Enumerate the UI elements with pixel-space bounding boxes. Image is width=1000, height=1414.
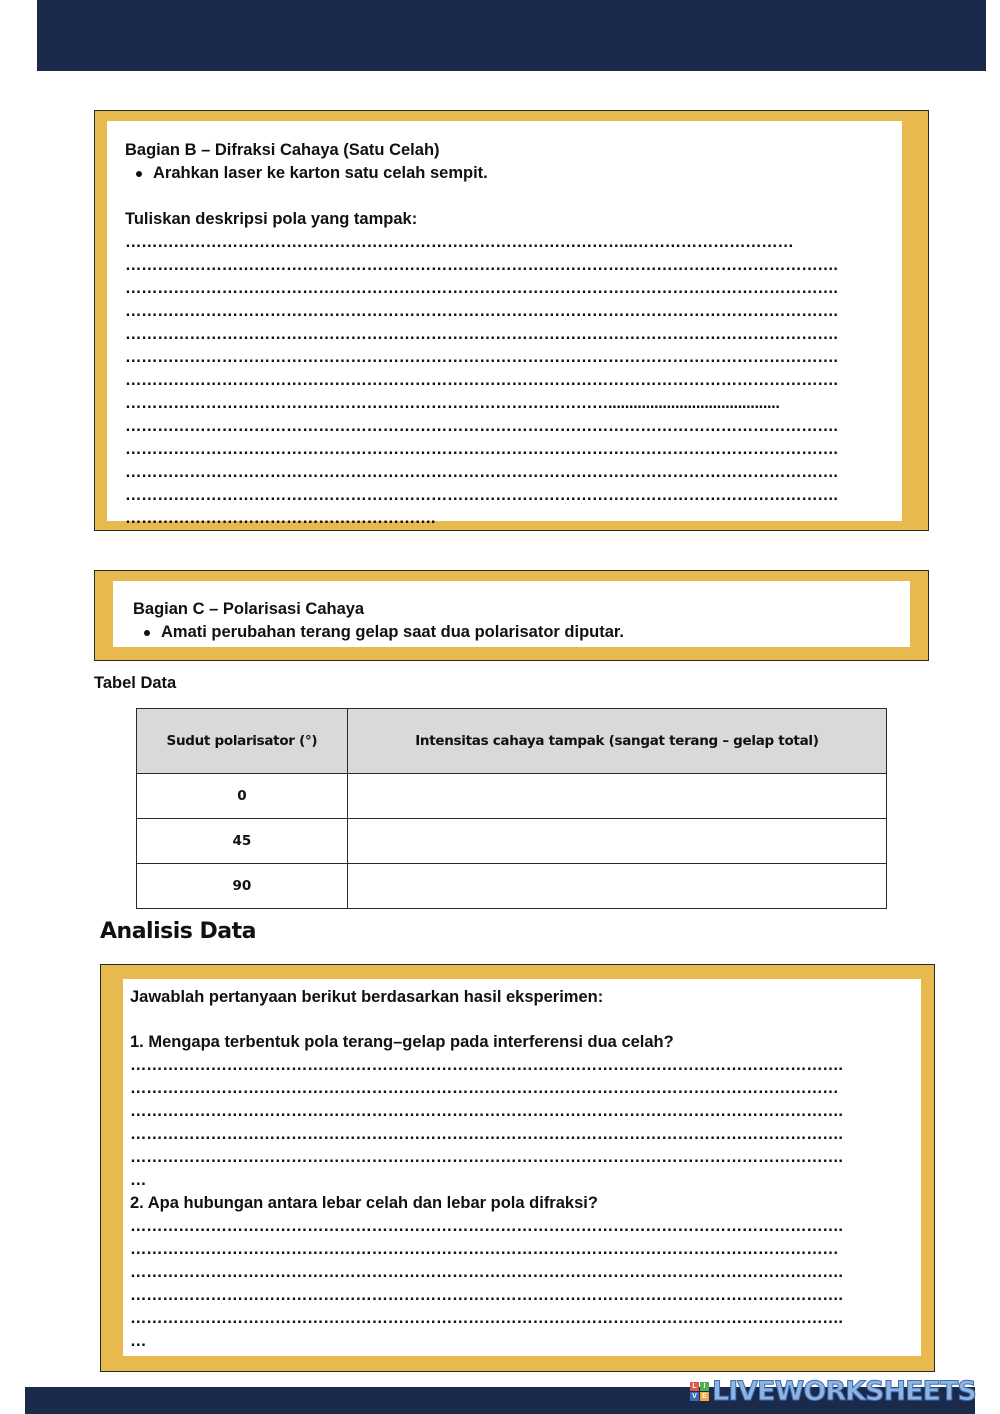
table-caption: Tabel Data <box>94 674 177 692</box>
answer-dotted-line[interactable]: ……………………………………………………………………………………………………………………. <box>125 302 838 320</box>
section-b-bullet <box>125 162 870 185</box>
section-c-box <box>94 570 929 661</box>
question-1-answer-area[interactable] <box>130 1054 870 1192</box>
question-2: 2. Apa hubungan antara lebar celah dan lebar pola difraksi? <box>130 1194 598 1212</box>
question-1: 1. Mengapa terbentuk pola terang–gelap pada interferensi dua celah? <box>130 1033 674 1051</box>
answer-dotted-line[interactable]: ……………………………………………………………………………………………………………………. <box>130 1102 843 1120</box>
section-b-bullet-text: Arahkan laser ke karton satu celah sempit. <box>153 164 488 182</box>
answer-dotted-line[interactable]: ……………………………………………………………………………………………………………………. <box>130 1217 843 1235</box>
section-b-title: Bagian B – Difraksi Cahaya (Satu Celah) <box>125 141 440 159</box>
answer-dotted-line[interactable]: ……………………………………………………………………………………………………………………. <box>125 325 838 343</box>
analysis-inner <box>123 979 921 1356</box>
table-row <box>137 864 887 909</box>
bullet-icon <box>144 630 150 636</box>
answer-dotted-line[interactable]: …………………………………………………………………………………………………………………… <box>130 1240 839 1258</box>
angle-cell: 45 <box>137 819 348 864</box>
table-row <box>137 819 887 864</box>
answer-dotted-line[interactable]: ……………………………………………………………………………………………………………………. <box>125 256 838 274</box>
intensity-input-cell[interactable] <box>347 819 886 864</box>
answer-dotted-line[interactable]: ……………………………………………………………………………………………………………………. <box>125 371 838 389</box>
answer-dotted-line[interactable]: ……………………………………………………………………………………………………………………. <box>130 1263 843 1281</box>
table-header-row <box>137 709 887 774</box>
answer-dotted-line[interactable]: ……………………………………………………………………………………………………………………. <box>125 348 838 366</box>
angle-cell: 0 <box>137 774 348 819</box>
answer-dotted-line[interactable]: …………………………………………………………………………………..………………………… <box>125 233 794 251</box>
answer-dotted-line[interactable]: …………………………………………………. <box>125 509 436 527</box>
section-c-bullet-text: Amati perubahan terang gelap saat dua polarisator diputar. <box>161 623 625 641</box>
analysis-intro: Jawablah pertanyaan berikut berdasarkan hasil eksperimen: <box>130 988 604 1006</box>
answer-dotted-line[interactable]: ……………………………………………………………………………………………………………………. <box>130 1125 843 1143</box>
answer-dotted-line[interactable]: ……………………………………………………………………………………………………………………. <box>130 1056 843 1074</box>
table-row <box>137 774 887 819</box>
section-b-prompt: Tuliskan deskripsi pola yang tampak: <box>125 210 418 228</box>
liveworksheets-logo-icon: L I V E <box>690 1382 709 1401</box>
section-b-answer-area[interactable] <box>125 231 870 530</box>
liveworksheets-watermark <box>690 1376 976 1407</box>
analysis-heading: Analisis Data <box>100 919 256 944</box>
answer-dotted-line[interactable]: …………………………………………………………………………………………………………………… <box>130 1079 839 1097</box>
section-c-inner <box>113 581 910 647</box>
answer-dotted-line[interactable]: ……………………………………………………………………………………………………………………. <box>125 486 838 504</box>
section-c-title: Bagian C – Polarisasi Cahaya <box>133 600 365 618</box>
answer-dotted-line[interactable]: ……………………………………………………………………………………………………………………. <box>125 417 838 435</box>
bullet-icon <box>136 171 142 177</box>
answer-dotted-line[interactable]: ……………………………………………………………………………………………………………………. <box>125 279 838 297</box>
angle-cell: 90 <box>137 864 348 909</box>
intensity-input-cell[interactable] <box>347 864 886 909</box>
answer-dotted-line[interactable]: ……………………………………………………………………………………………………………………. <box>130 1309 843 1327</box>
section-b-box <box>94 110 929 531</box>
answer-dotted-line[interactable]: ……………………………………………………………………………………………………………………. <box>125 463 838 481</box>
answer-dotted-line[interactable]: … <box>130 1171 147 1189</box>
answer-dotted-line[interactable]: ……………………………………………………………………………………………………………………. <box>130 1148 843 1166</box>
top-header-band <box>37 0 986 71</box>
section-b-inner <box>107 121 902 527</box>
analysis-box <box>100 964 935 1372</box>
header-angle: Sudut polarisator (°) <box>137 709 348 774</box>
answer-dotted-line[interactable]: … <box>130 1332 147 1350</box>
question-2-answer-area[interactable] <box>130 1215 870 1353</box>
liveworksheets-text: LIVEWORKSHEETS <box>712 1376 976 1407</box>
data-table <box>136 708 887 909</box>
header-intensity: Intensitas cahaya tampak (sangat terang – gelap total) <box>347 709 886 774</box>
answer-dotted-line[interactable]: ………………………………………………………………………………......................................... <box>125 394 780 412</box>
intensity-input-cell[interactable] <box>347 774 886 819</box>
answer-dotted-line[interactable]: ……………………………………………………………………………………………………………………. <box>130 1286 843 1304</box>
answer-dotted-line[interactable]: ……………………………………………………………………………………………………………………. <box>125 440 838 458</box>
section-c-bullet <box>133 621 624 644</box>
